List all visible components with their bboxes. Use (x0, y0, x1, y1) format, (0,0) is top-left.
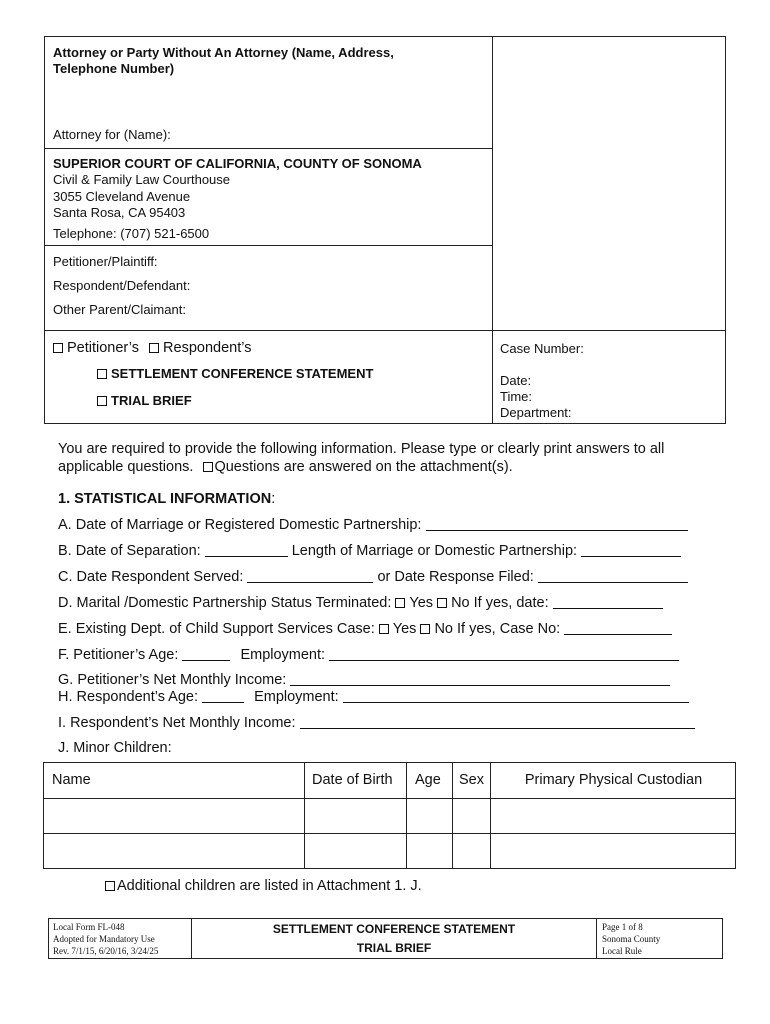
respondents-option-label: Respondent’s (163, 340, 252, 356)
status-terminated-yes-checkbox[interactable] (395, 598, 405, 608)
child-custodian-cell[interactable] (491, 799, 735, 833)
intro-line2-text: applicable questions. (58, 459, 194, 475)
termination-date-field[interactable] (553, 596, 663, 609)
dcss-case-yes-checkbox[interactable] (379, 624, 389, 634)
child-sex-cell[interactable] (453, 799, 490, 833)
question-b-label: B. Date of Separation: (58, 543, 201, 559)
settlement-checkbox[interactable] (97, 369, 107, 379)
footer-form-adopted: Adopted for Mandatory Use (53, 934, 155, 944)
question-h-label2: Employment: (254, 689, 339, 705)
court-address-line1: Civil & Family Law Courthouse (53, 172, 231, 187)
intro-line1: You are required to provide the following information. Please type or clearly print answers to all (58, 441, 665, 457)
respondent-employment-field[interactable] (343, 690, 689, 703)
settlement-option (97, 366, 373, 382)
respondents-checkbox[interactable] (149, 343, 159, 353)
department-label: Department: (500, 405, 572, 420)
question-h (58, 689, 689, 706)
footer-page-info (602, 921, 660, 957)
petitioner-income-field[interactable] (290, 673, 670, 686)
respondent-age-field[interactable] (202, 690, 244, 703)
header-sex: Sex (459, 772, 484, 788)
header-custodian: Primary Physical Custodian (524, 772, 703, 788)
question-a-label: A. Date of Marriage or Registered Domestic Partnership: (58, 517, 422, 533)
question-f (58, 647, 679, 664)
status-terminated-no-checkbox[interactable] (437, 598, 447, 608)
question-e-yes: Yes (392, 621, 417, 637)
page-number: Page 1 of 8 (602, 922, 643, 932)
other-parent-label: Other Parent/Claimant: (53, 302, 186, 317)
footer-local-rule: Local Rule (602, 946, 642, 956)
section1-heading (58, 491, 275, 508)
header-name: Name (52, 772, 91, 788)
footer-county: Sonoma County (602, 934, 661, 944)
case-no-field[interactable] (564, 622, 672, 635)
divider-court (44, 245, 492, 246)
footer-form-number: Local Form FL-048 (53, 922, 125, 932)
petitioner-label: Petitioner/Plaintiff: (53, 254, 158, 269)
petitioners-checkbox[interactable] (53, 343, 63, 353)
marriage-length-field[interactable] (581, 544, 681, 557)
court-address-line3: Santa Rosa, CA 95403 (53, 205, 186, 220)
petitioners-option-label: Petitioner’s (67, 340, 140, 356)
question-f-label: F. Petitioner’s Age: (58, 647, 179, 663)
question-d (58, 595, 663, 612)
child-age-cell[interactable] (407, 799, 452, 833)
question-g-label: G. Petitioner’s Net Monthly Income: (58, 672, 287, 688)
child-sex-cell[interactable] (453, 834, 490, 868)
footer-form-revision: Rev. 7/1/15, 6/20/16, 3/24/25 (53, 946, 159, 956)
footer-form-info (53, 921, 158, 957)
date-label: Date: (500, 373, 532, 388)
respondent-label: Respondent/Defendant: (53, 278, 191, 293)
court-phone: Telephone: (707) 521-6500 (53, 226, 210, 241)
additional-children-checkbox[interactable] (105, 881, 115, 891)
section1-heading-text: 1. STATISTICAL INFORMATION (58, 491, 272, 507)
child-dob-cell[interactable] (305, 799, 406, 833)
question-d-label: D. Marital /Domestic Partnership Status Terminated: (58, 595, 392, 611)
question-a (58, 517, 688, 534)
clerk-stamp-area (493, 37, 725, 329)
footer-divider-2 (596, 918, 597, 959)
question-c-label: C. Date Respondent Served: (58, 569, 244, 585)
additional-children-label: Additional children are listed in Attachment 1. J. (117, 878, 422, 894)
divider-attorney (44, 148, 492, 149)
header-date-of-birth: Date of Birth (312, 772, 393, 788)
marriage-date-field[interactable] (426, 518, 688, 531)
question-i-label: I. Respondent’s Net Monthly Income: (58, 715, 296, 731)
footer-title-line2: TRIAL BRIEF (356, 941, 432, 955)
question-e-no: No If yes, Case No: (434, 621, 561, 637)
attachment-checkbox[interactable] (203, 462, 213, 472)
separation-date-field[interactable] (205, 544, 288, 557)
petitioner-employment-field[interactable] (329, 648, 679, 661)
trial-brief-checkbox[interactable] (97, 396, 107, 406)
child-name-cell[interactable] (44, 799, 304, 833)
child-dob-cell[interactable] (305, 834, 406, 868)
intro-line2 (58, 459, 513, 476)
question-e-label: E. Existing Dept. of Child Support Services Case: (58, 621, 375, 637)
footer-title-line1: SETTLEMENT CONFERENCE STATEMENT (272, 922, 516, 936)
question-h-label: H. Respondent’s Age: (58, 689, 198, 705)
question-d-no: No If yes, date: (451, 595, 549, 611)
table-row (44, 799, 736, 833)
respondent-income-field[interactable] (300, 716, 695, 729)
attorney-for-label: Attorney for (Name): (53, 127, 171, 142)
question-b (58, 543, 681, 560)
child-age-cell[interactable] (407, 834, 452, 868)
child-custodian-cell[interactable] (491, 834, 735, 868)
question-f-label2: Employment: (240, 647, 326, 663)
date-served-field[interactable] (247, 570, 373, 583)
section1-heading-colon: : (271, 491, 276, 507)
dcss-case-no-checkbox[interactable] (420, 624, 430, 634)
response-filed-field[interactable] (538, 570, 688, 583)
trial-brief-option (97, 393, 192, 409)
question-b-label2: Length of Marriage or Domestic Partnership: (291, 543, 578, 559)
court-name: SUPERIOR COURT OF CALIFORNIA, COUNTY OF SONOMA (53, 156, 422, 171)
question-e (58, 621, 672, 638)
attorney-label: Attorney or Party Without An Attorney (Name, Address, Telephone Number) (53, 45, 394, 76)
child-name-cell[interactable] (44, 834, 304, 868)
court-address-line2: 3055 Cleveland Avenue (53, 189, 191, 204)
question-c (58, 569, 688, 586)
divider-parties (44, 330, 726, 331)
settlement-option-label: SETTLEMENT CONFERENCE STATEMENT (111, 366, 374, 381)
case-number-label: Case Number: (500, 341, 584, 356)
party-options (53, 340, 251, 357)
petitioner-age-field[interactable] (182, 648, 230, 661)
table-row (44, 834, 736, 868)
question-g (58, 672, 670, 689)
question-i (58, 715, 695, 732)
attachment-option-label: Questions are answered on the attachment(s). (214, 459, 513, 475)
header-age: Age (415, 772, 441, 788)
question-c-label2: or Date Response Filed: (377, 569, 534, 585)
question-d-yes: Yes (409, 595, 434, 611)
trial-brief-option-label: TRIAL BRIEF (111, 393, 192, 408)
additional-children-option (105, 878, 422, 895)
question-j: J. Minor Children: (58, 740, 172, 756)
time-label: Time: (500, 389, 533, 404)
